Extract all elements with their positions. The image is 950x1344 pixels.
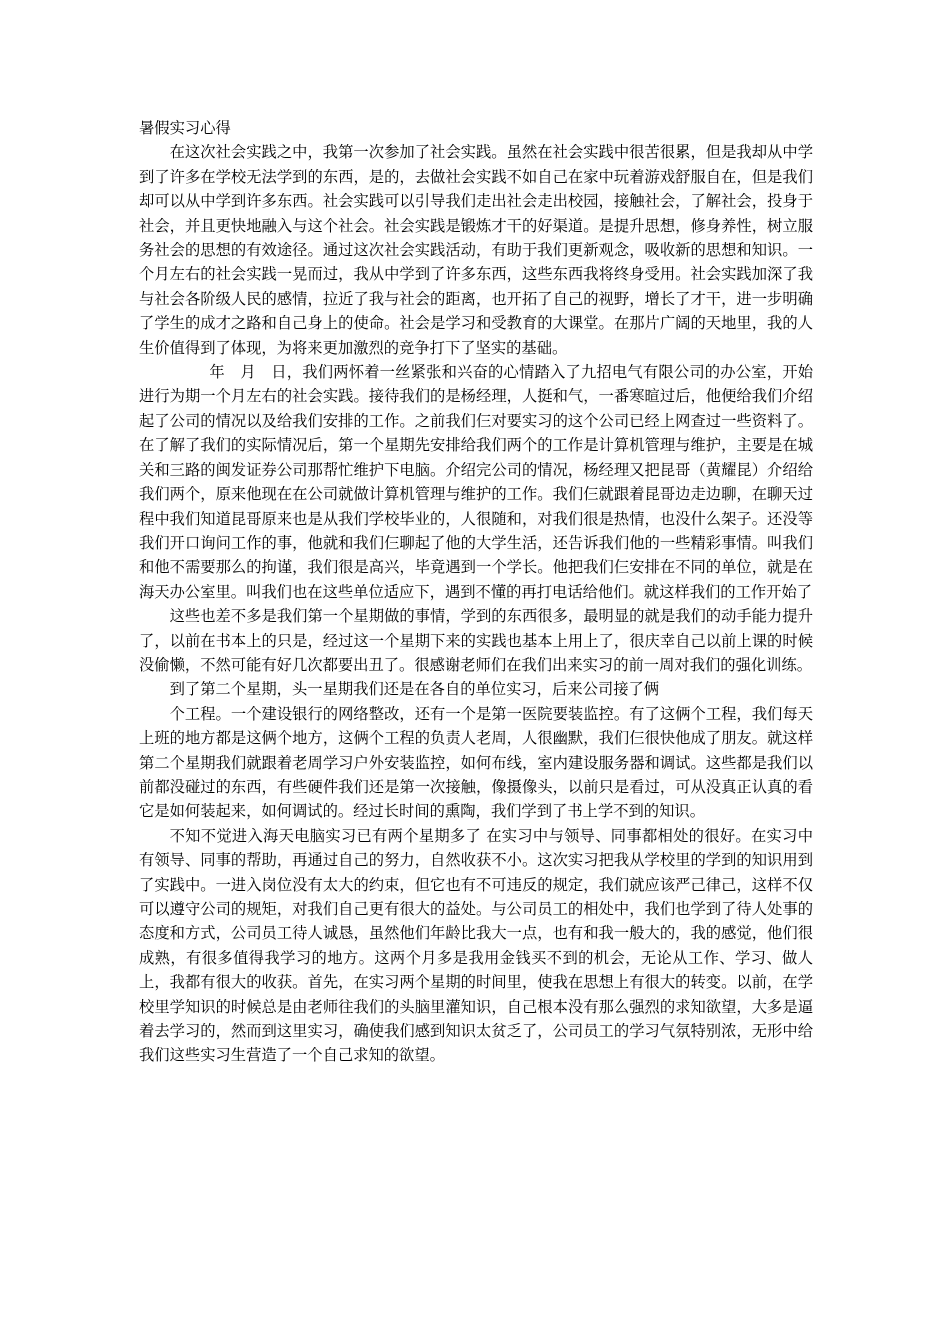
paragraph-first-week: 这些也差不多是我们第一个星期做的事情，学到的东西很多，最明显的就是我们的动手能力提升了，以前在书本上的只是，经过这一个星期下来的实践也基本上用上了，很庆幸自己以前上课的时候没偷懒，不然可能有好几次都要出丑了。很感谢老师们在我们出来实习的前一周对我们的强化训练。: [139, 607, 813, 674]
document-body: [139, 116, 813, 1068]
paragraph-second-week-projects: 个工程。一个建设银行的网络整改，还有一个是第一医院要装监控。有了这俩个工程，我们每天上班的地方都是这俩个地方，这俩个工程的负责人老周，人很幽默，我们仨很快他成了朋友。就这样第二个星期我们就跟着老周学习户外安装监控，如何布线，室内建设服务器和调试。这些都是我们以前都没碰过的东西，有些硬件我们还是第一次接触，像摄像头，以前只是看过，可从没真正认真的看它是如何装起来，如何调试的。经过长时间的熏陶，我们学到了书上学不到的知识。: [139, 704, 813, 821]
paragraph-second-week-start: 到了第二个星期，头一星期我们还是在各自的单位实习，后来公司接了俩: [169, 680, 660, 699]
paragraph-first-day: 年 月 日，我们两怀着一丝紧张和兴奋的心情踏入了九招电气有限公司的办公室，开始进行为期一个月左右的社会实践。接待我们的是杨经理，人挺和气，一番寒暄过后，他便给我们介绍起了公司的情况以及给我们安排的工作。之前我们仨对要实习的这个公司已经上网查过一些资料了。在了解了我们的实际情况后，第一个星期先安排给我们两个的工作是计算机管理与维护，主要是在城关和三路的闽发证券公司那帮忙维护下电脑。介绍完公司的情况，杨经理又把昆哥（黄耀昆）介绍给我们两个，原来他现在在公司就做计算机管理与维护的工作。我们仨就跟着昆哥边走边聊，在聊天过程中我们知道昆哥原来也是从我们学校毕业的，人很随和，对我们很是热情，也没什么架子。还没等我们开口询问工作的事，他就和我们仨聊起了他的大学生活，还告诉我们他的一些精彩事情。叫我们和他不需要那么的拘谨，我们很是高兴，毕竟遇到一个学长。他把我们仨安排在不同的单位，就是在海天办公室里。叫我们也在这些单位适应下，遇到不懂的再打电话给他们。就这样我们的工作开始了: [139, 363, 813, 601]
document-title: 暑假实习心得: [139, 119, 231, 137]
paragraph-intro: 在这次社会实践之中，我第一次参加了社会实践。虽然在社会实践中很苦很累，但是我却从中学到了许多在学校无法学到的东西，是的，去做社会实践不如自己在家中玩着游戏舒服自在，但是我们却可以从中学到许多东西。社会实践可以引导我们走出社会走出校园，接触社会，了解社会，投身于社会，并且更快地融入与这个社会。社会实践是锻炼才干的好渠道。是提升思想，修身养性，树立服务社会的思想的有效途径。通过这次社会实践活动，有助于我们更新观念，吸收新的思想和知识。一个月左右的社会实践一晃而过，我从中学到了许多东西，这些东西我将终身受用。社会实践加深了我与社会各阶级人民的感情，拉近了我与社会的距离，也开拓了自己的视野，增长了才干，进一步明确了学生的成才之路和自己身上的使命。社会是学习和受教育的大课堂。在那片广阔的天地里，我的人生价值得到了体现，为将来更加激烈的竞争打下了坚实的基础。: [139, 143, 813, 357]
paragraph-reflection: 不知不觉进入海天电脑实习已有两个星期多了 在实习中与领导、同事都相处的很好。在实习中有领导、同事的帮助，再通过自己的努力，自然收获不小。这次实习把我从学校里的学到的知识用到了实践中。一进入岗位没有太大的约束，但它也有不可违反的规定，我们就应该严己律己，这样不仅可以遵守公司的规矩，对我们自己更有很大的益处。与公司员工的相处中，我们也学到了待人处事的态度和方式，公司员工待人诚恳，虽然他们年龄比我大一点，也有和我一般大的，我的感觉，他们很成熟，有很多值得我学习的地方。这两个月多是我用金钱买不到的机会，无论从工作、学习、做人上，我都有很大的收获。首先，在实习两个星期的时间里，使我在思想上有很大的转变。以前，在学校里学知识的时候总是由老师往我们的头脑里灌知识，自己根本没有那么强烈的求知欲望，大多是逼着去学习的，然而到这里实习，确使我们感到知识太贫乏了，公司员工的学习气氛特别浓，无形中给我们这些实习生营造了一个自己求知的欲望。: [139, 826, 813, 1065]
